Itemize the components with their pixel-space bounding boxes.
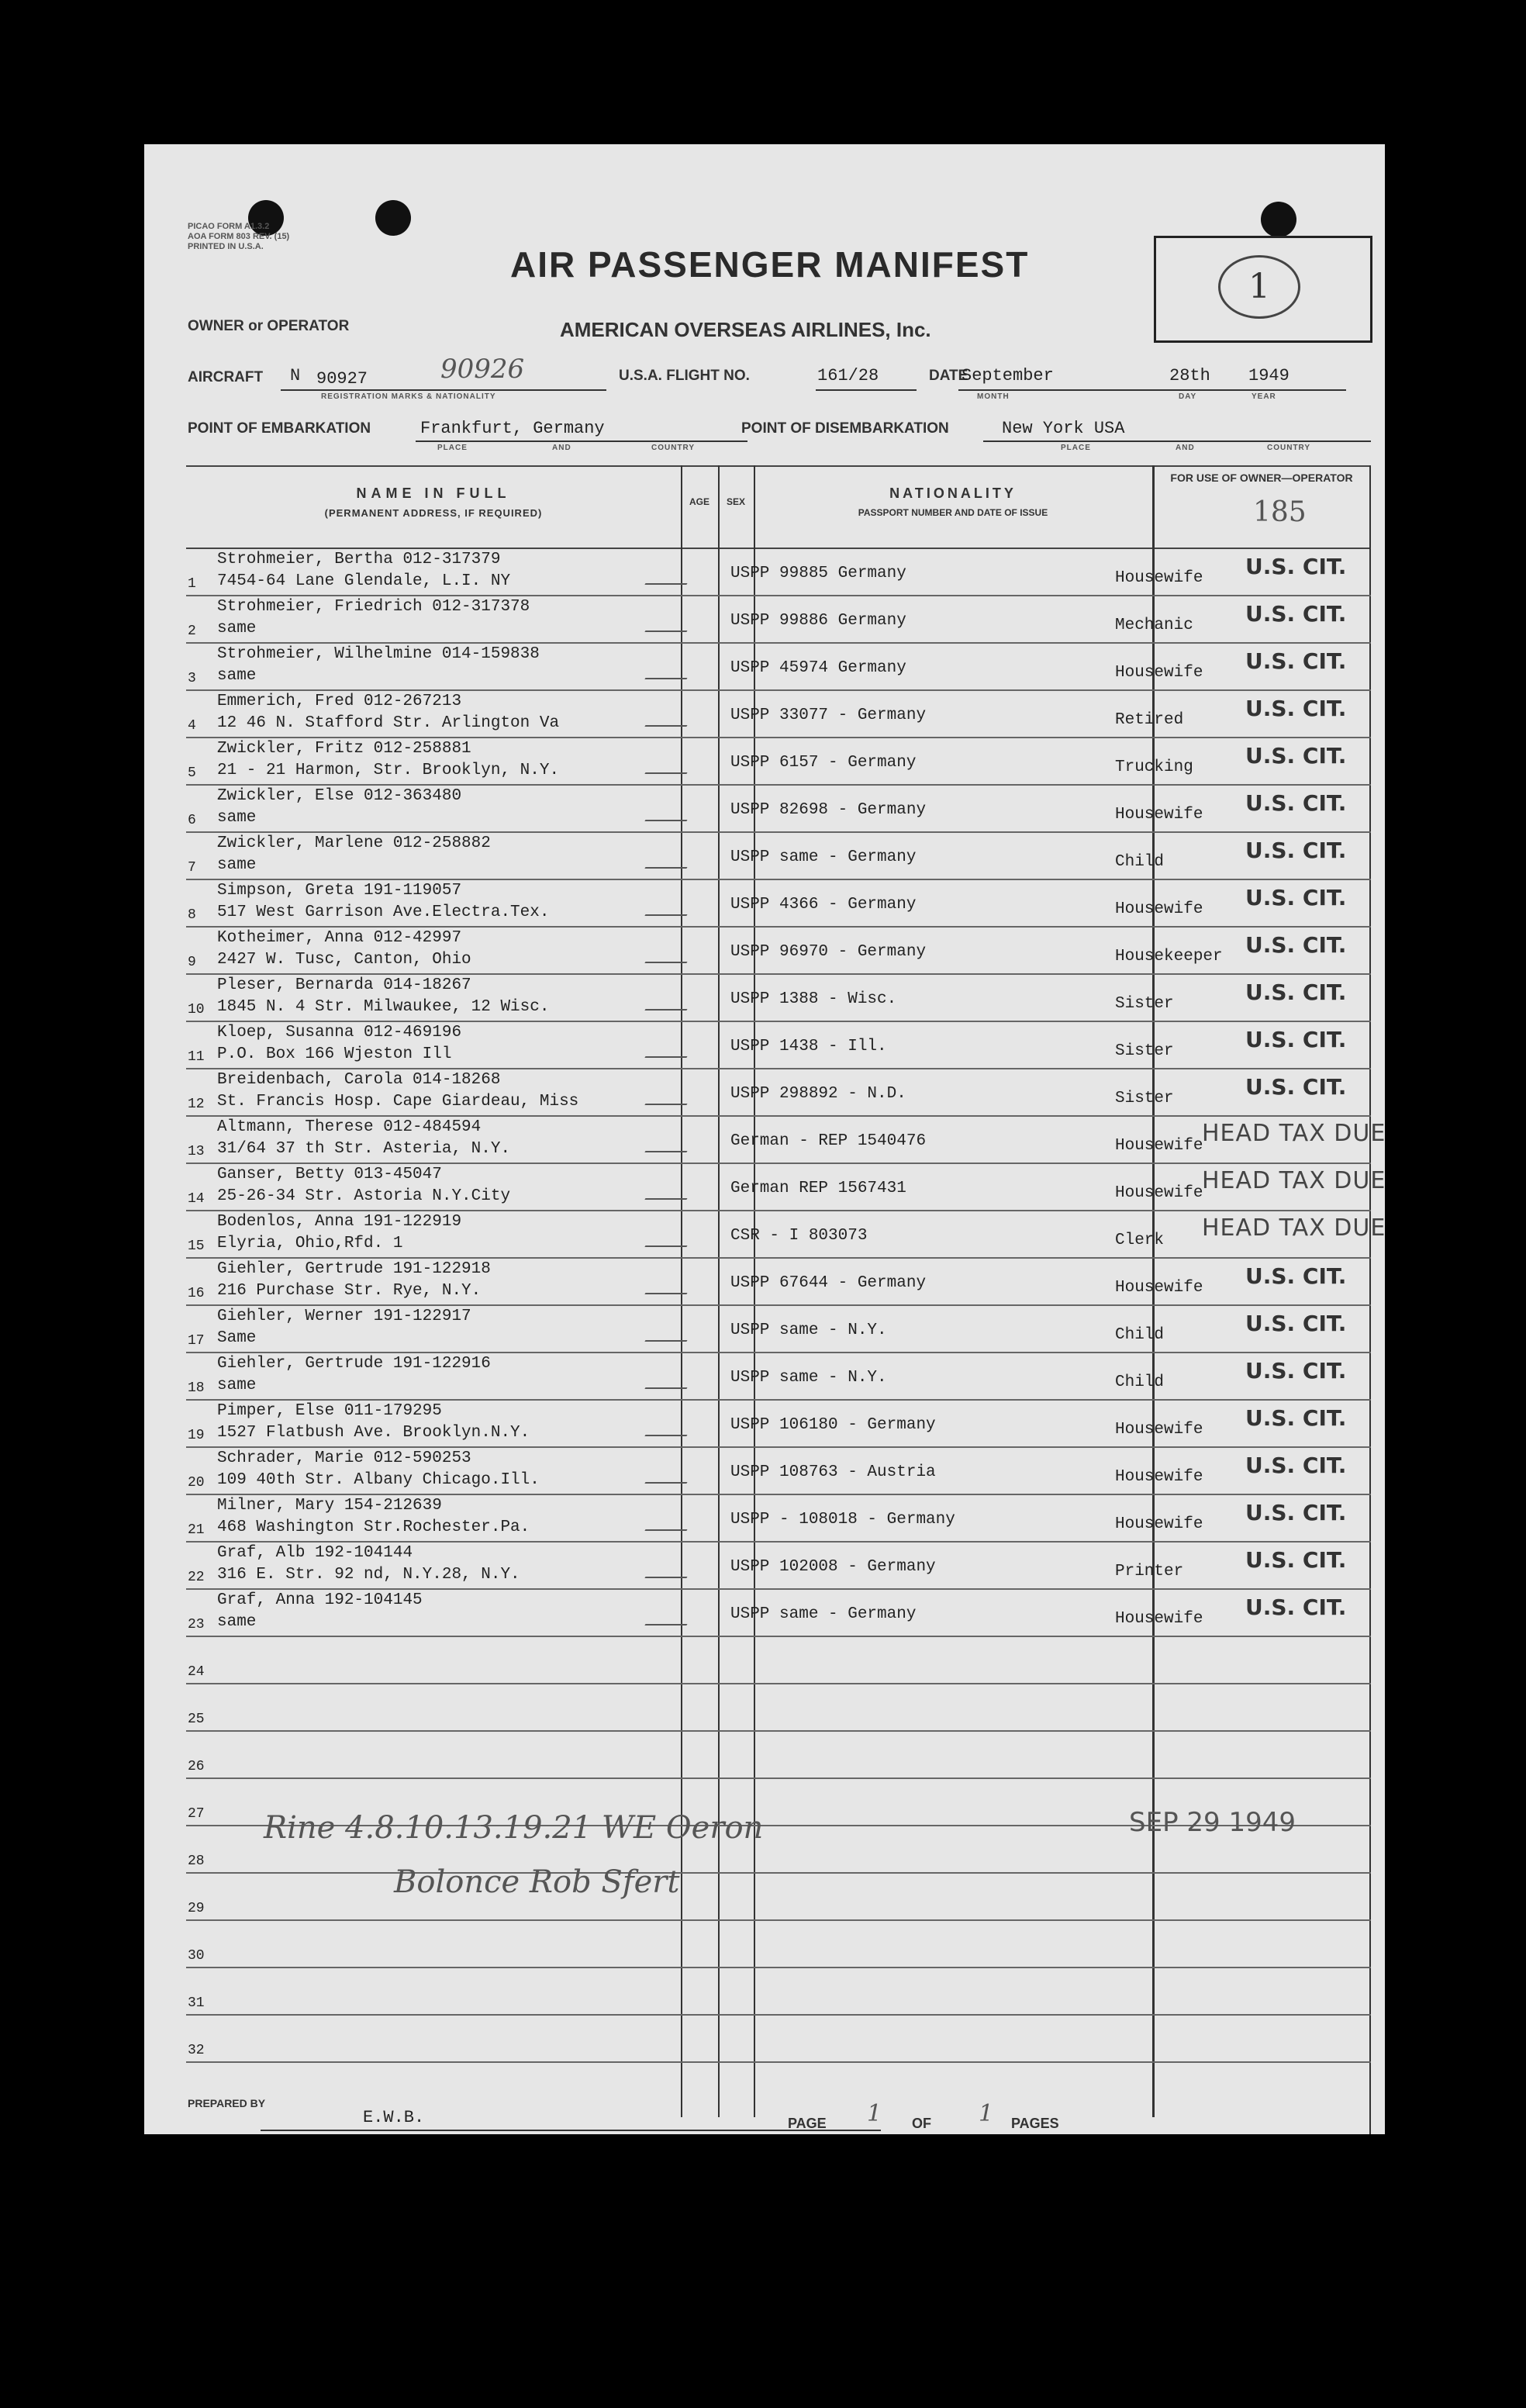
embarkation-place: Frankfurt, Germany <box>420 419 605 438</box>
passenger-address: same <box>217 1377 257 1394</box>
embark-country-caption: COUNTRY <box>651 444 696 452</box>
passenger-address: 7454-64 Lane Glendale, L.I. NY <box>217 572 511 590</box>
passport-info: USPP same - Germany <box>730 848 917 866</box>
total-pages: 1 <box>979 2100 994 2127</box>
status-stamp: U.S. CIT. <box>1245 838 1347 863</box>
prepared-by-label: PREPARED BY <box>188 2097 266 2109</box>
passenger-name: Emmerich, Fred 012-267213 <box>217 693 462 710</box>
row-number: 28 <box>188 1854 205 1869</box>
manifest-number: 1 <box>1218 255 1300 319</box>
status-stamp: U.S. CIT. <box>1245 601 1347 627</box>
passport-info: USPP same - N.Y. <box>730 1321 887 1339</box>
row-number: 19 <box>188 1428 205 1443</box>
name-header: NAME IN FULL <box>356 485 511 501</box>
check-mark <box>644 1082 699 1105</box>
row-number: 11 <box>188 1049 205 1065</box>
status-stamp: U.S. CIT. <box>1245 1263 1347 1289</box>
passenger-name: Zwickler, Fritz 012-258881 <box>217 740 471 758</box>
disembark-and-caption: AND <box>1176 444 1195 452</box>
passenger-address: St. Francis Hosp. Cape Giardeau, Miss <box>217 1093 579 1111</box>
passport-info: USPP 106180 - Germany <box>730 1416 936 1434</box>
occupation: Sister <box>1115 995 1174 1013</box>
table-row <box>186 786 1371 833</box>
passport-subheader: PASSPORT NUMBER AND DATE OF ISSUE <box>858 507 1048 518</box>
status-stamp: U.S. CIT. <box>1245 648 1347 674</box>
check-mark <box>644 1129 699 1152</box>
row-number: 16 <box>188 1286 205 1301</box>
passenger-name: Simpson, Greta 191-119057 <box>217 882 462 900</box>
table-row <box>186 1684 1371 1732</box>
occupation: Child <box>1115 1326 1165 1344</box>
check-mark <box>644 561 699 585</box>
date-year: 1949 <box>1248 366 1290 385</box>
date-day: 28th <box>1169 366 1210 385</box>
passport-info: USPP 102008 - Germany <box>730 1558 936 1576</box>
passenger-address: same <box>217 1613 257 1631</box>
check-mark <box>644 987 699 1011</box>
table-row <box>186 928 1371 975</box>
occupation: Housewife <box>1115 1137 1203 1155</box>
table-row <box>186 691 1371 738</box>
passenger-name: Strohmeier, Bertha 012-317379 <box>217 551 501 568</box>
flight-underline <box>816 389 917 391</box>
occupation: Housewife <box>1115 1421 1203 1439</box>
occupation: Housewife <box>1115 569 1203 587</box>
passport-info: USPP 298892 - N.D. <box>730 1085 906 1103</box>
status-stamp: U.S. CIT. <box>1245 885 1347 910</box>
row-number: 26 <box>188 1759 205 1774</box>
occupation: Retired <box>1115 711 1184 729</box>
prepared-by: E.W.B. <box>363 2108 425 2127</box>
check-mark <box>644 703 699 727</box>
occupation: Sister <box>1115 1042 1174 1060</box>
passenger-name: Ganser, Betty 013-45047 <box>217 1166 442 1183</box>
table-row <box>186 1164 1386 1211</box>
check-mark <box>644 1271 699 1294</box>
of-label: OF <box>912 2116 931 2131</box>
check-mark <box>644 1508 699 1531</box>
page-number: 1 <box>867 2100 882 2127</box>
passport-info: USPP 108763 - Austria <box>730 1463 936 1481</box>
occupation: Housewife <box>1115 1279 1203 1297</box>
table-row <box>186 1968 1371 2016</box>
owner-label: OWNER or OPERATOR <box>188 318 350 334</box>
table-row <box>186 1401 1371 1448</box>
row-number: 5 <box>188 765 196 781</box>
passenger-address: 468 Washington Str.Rochester.Pa. <box>217 1518 530 1536</box>
passenger-address: same <box>217 856 257 874</box>
row-number: 3 <box>188 671 196 686</box>
row-number: 31 <box>188 1995 205 2011</box>
table-row <box>186 1543 1371 1590</box>
row-number: 14 <box>188 1191 205 1207</box>
status-stamp: U.S. CIT. <box>1245 1405 1347 1431</box>
aircraft-prefix: N <box>290 366 301 385</box>
status-stamp: HEAD TAX DUE <box>1202 1120 1386 1147</box>
passport-info: USPP - 108018 - Germany <box>730 1511 955 1529</box>
table-row <box>186 1259 1371 1306</box>
passenger-name: Strohmeier, Wilhelmine 014-159838 <box>217 645 540 663</box>
occupation: Housewife <box>1115 806 1203 824</box>
status-stamp: U.S. CIT. <box>1245 696 1347 721</box>
check-mark <box>644 940 699 963</box>
form-identifier: PICAO FORM A1.3.2 AOA FORM 803 REV. (15) PRINTED IN U.S.A. <box>188 222 290 251</box>
table-row <box>186 1306 1371 1353</box>
passenger-address: 1527 Flatbush Ave. Brooklyn.N.Y. <box>217 1424 530 1442</box>
status-stamp: U.S. CIT. <box>1245 932 1347 958</box>
passenger-address: P.O. Box 166 Wjeston Ill <box>217 1045 452 1063</box>
embark-and-caption: AND <box>552 444 571 452</box>
passenger-table <box>186 465 1386 2134</box>
handwritten-note: Rine 4.8.10.13.19.21 WE Oeron <box>264 1810 764 1846</box>
status-stamp: HEAD TAX DUE <box>1202 1214 1386 1242</box>
passenger-name: Strohmeier, Friedrich 012-317378 <box>217 598 530 616</box>
pages-label: PAGES <box>1011 2116 1059 2131</box>
row-number: 8 <box>188 907 196 923</box>
table-row <box>186 738 1371 786</box>
passenger-address: same <box>217 620 257 637</box>
check-mark <box>644 609 699 632</box>
check-mark <box>644 656 699 679</box>
passport-info: USPP 67644 - Germany <box>730 1274 927 1292</box>
status-stamp: U.S. CIT. <box>1245 743 1347 769</box>
owner-use-number: 185 <box>1253 496 1307 528</box>
status-stamp: U.S. CIT. <box>1245 979 1347 1005</box>
passenger-address: 25-26-34 Str. Astoria N.Y.City <box>217 1187 511 1205</box>
table-row <box>186 549 1371 596</box>
row-number: 10 <box>188 1002 205 1017</box>
row-number: 4 <box>188 718 196 734</box>
passport-info: USPP 45974 Germany <box>730 659 906 677</box>
table-row <box>186 1637 1371 1684</box>
row-number: 24 <box>188 1664 205 1680</box>
disembark-country-caption: COUNTRY <box>1267 444 1311 452</box>
row-number: 6 <box>188 813 196 828</box>
passenger-name: Giehler, Gertrude 191-122916 <box>217 1355 491 1373</box>
date-label: DATE <box>929 368 968 384</box>
occupation: Housewife <box>1115 900 1203 918</box>
row-number: 18 <box>188 1380 205 1396</box>
passenger-name: Graf, Alb 192-104144 <box>217 1544 413 1562</box>
table-row <box>186 1448 1371 1495</box>
table-row <box>186 1732 1371 1779</box>
passenger-name: Giehler, Gertrude 191-122918 <box>217 1260 491 1278</box>
handwritten-signature: Bolonce Rob Sfert <box>394 1864 680 1900</box>
table-row <box>186 1921 1371 1968</box>
passport-info: USPP same - N.Y. <box>730 1369 887 1387</box>
passport-info: USPP same - Germany <box>730 1605 917 1623</box>
disembark-place-caption: PLACE <box>1061 444 1091 452</box>
passenger-name: Giehler, Werner 191-122917 <box>217 1308 471 1325</box>
passport-info: USPP 1388 - Wisc. <box>730 990 897 1008</box>
passenger-name: Altmann, Therese 012-484594 <box>217 1118 482 1136</box>
date-stamp: SEP 29 1949 <box>1129 1807 1296 1838</box>
row-number: 20 <box>188 1475 205 1491</box>
nationality-header: NATIONALITY <box>889 485 1017 501</box>
status-stamp: U.S. CIT. <box>1245 1594 1347 1620</box>
occupation: Mechanic <box>1115 617 1193 634</box>
check-mark <box>644 893 699 916</box>
occupation: Sister <box>1115 1090 1174 1107</box>
passenger-address: 21 - 21 Harmon, Str. Brooklyn, N.Y. <box>217 762 560 779</box>
aircraft-label: AIRCRAFT <box>188 369 264 385</box>
passport-info: USPP 1438 - Ill. <box>730 1038 887 1055</box>
table-row <box>186 1874 1371 1921</box>
check-mark <box>644 798 699 821</box>
day-caption: DAY <box>1179 392 1197 401</box>
status-stamp: U.S. CIT. <box>1245 1358 1347 1384</box>
owner-use-header: FOR USE OF OWNER—OPERATOR <box>1170 472 1353 484</box>
passenger-address: 517 West Garrison Ave.Electra.Tex. <box>217 903 550 921</box>
date-month: September <box>962 366 1054 385</box>
table-row <box>186 1495 1371 1543</box>
passenger-address: Same <box>217 1329 257 1347</box>
passenger-name: Breidenbach, Carola 014-18268 <box>217 1071 501 1089</box>
month-caption: MONTH <box>977 392 1010 401</box>
registration-caption: REGISTRATION MARKS & NATIONALITY <box>321 392 496 401</box>
check-mark <box>644 1035 699 1058</box>
passenger-address: 12 46 N. Stafford Str. Arlington Va <box>217 714 560 732</box>
table-row <box>186 1117 1386 1164</box>
table-row <box>186 1022 1371 1069</box>
passenger-name: Zwickler, Marlene 012-258882 <box>217 834 491 852</box>
airline-name: AMERICAN OVERSEAS AIRLINES, Inc. <box>560 318 931 341</box>
row-number: 29 <box>188 1901 205 1916</box>
date-underline <box>958 389 1346 391</box>
status-stamp: U.S. CIT. <box>1245 1311 1347 1336</box>
passport-info: USPP 6157 - Germany <box>730 754 917 772</box>
passenger-name: Kloep, Susanna 012-469196 <box>217 1024 462 1042</box>
occupation: Housewife <box>1115 1468 1203 1486</box>
check-mark <box>644 751 699 774</box>
check-mark <box>644 1460 699 1484</box>
passport-info: USPP 96970 - Germany <box>730 943 927 961</box>
embark-place-caption: PLACE <box>437 444 468 452</box>
disembarkation-underline <box>983 440 1371 442</box>
row-number: 17 <box>188 1333 205 1349</box>
check-mark <box>644 845 699 869</box>
row-number: 7 <box>188 860 196 876</box>
aircraft-registration-corrected: 90926 <box>440 354 525 385</box>
flight-label: U.S.A. FLIGHT NO. <box>619 368 750 384</box>
year-caption: YEAR <box>1252 392 1276 401</box>
passenger-address: 31/64 37 th Str. Asteria, N.Y. <box>217 1140 511 1158</box>
occupation: Housewife <box>1115 1515 1203 1533</box>
status-stamp: U.S. CIT. <box>1245 1074 1347 1100</box>
passport-info: USPP 99886 Germany <box>730 612 906 630</box>
binder-hole <box>1261 202 1296 237</box>
status-stamp: U.S. CIT. <box>1245 1453 1347 1478</box>
table-row <box>186 644 1371 691</box>
table-row <box>186 596 1371 644</box>
row-number: 30 <box>188 1948 205 1964</box>
passport-info: USPP 33077 - Germany <box>730 707 927 724</box>
occupation: Housewife <box>1115 1610 1203 1628</box>
row-number: 21 <box>188 1522 205 1538</box>
occupation: Housewife <box>1115 1184 1203 1202</box>
table-row <box>186 1353 1371 1401</box>
occupation: Child <box>1115 1373 1165 1391</box>
passenger-name: Graf, Anna 192-104145 <box>217 1591 423 1609</box>
row-number: 32 <box>188 2043 205 2058</box>
occupation: Child <box>1115 853 1165 871</box>
passenger-address: 2427 W. Tusc, Canton, Ohio <box>217 951 471 969</box>
occupation: Printer <box>1115 1563 1184 1581</box>
table-row <box>186 1069 1371 1117</box>
aircraft-underline <box>281 389 606 391</box>
row-number: 25 <box>188 1712 205 1727</box>
status-stamp: HEAD TAX DUE <box>1202 1167 1386 1194</box>
name-subheader: (PERMANENT ADDRESS, IF REQUIRED) <box>324 507 543 519</box>
occupation: Trucking <box>1115 758 1193 776</box>
aircraft-registration: 90927 <box>316 369 368 389</box>
passenger-address: Elyria, Ohio,Rfd. 1 <box>217 1235 403 1252</box>
row-number: 15 <box>188 1239 205 1254</box>
passenger-address: 109 40th Str. Albany Chicago.Ill. <box>217 1471 540 1489</box>
row-number: 9 <box>188 955 196 970</box>
row-number: 23 <box>188 1617 205 1632</box>
check-mark <box>644 1555 699 1578</box>
page-label: PAGE <box>788 2116 827 2131</box>
status-stamp: U.S. CIT. <box>1245 554 1347 579</box>
table-row <box>186 975 1371 1022</box>
table-row <box>186 880 1371 928</box>
flight-number: 161/28 <box>817 366 879 385</box>
disembarkation-label: POINT OF DISEMBARKATION <box>741 420 949 437</box>
passport-info: German - REP 1540476 <box>730 1132 927 1150</box>
passenger-name: Bodenlos, Anna 191-122919 <box>217 1213 462 1231</box>
binder-hole <box>375 200 411 236</box>
passport-info: USPP 82698 - Germany <box>730 801 927 819</box>
page-title: AIR PASSENGER MANIFEST <box>510 244 1030 285</box>
row-number: 27 <box>188 1806 205 1822</box>
passport-info: CSR - I 803073 <box>730 1227 868 1245</box>
passenger-name: Kotheimer, Anna 012-42997 <box>217 929 462 947</box>
passenger-name: Pimper, Else 011-179295 <box>217 1402 442 1420</box>
embarkation-label: POINT OF EMBARKATION <box>188 420 371 437</box>
age-header: AGE <box>689 496 709 507</box>
manifest-number-box <box>1154 236 1372 343</box>
passenger-address: 1845 N. 4 Str. Milwaukee, 12 Wisc. <box>217 998 550 1016</box>
check-mark <box>644 1366 699 1389</box>
check-mark <box>644 1602 699 1625</box>
manifest-sheet <box>144 144 1385 2134</box>
passport-info: German REP 1567431 <box>730 1180 906 1197</box>
occupation: Housewife <box>1115 664 1203 682</box>
status-stamp: U.S. CIT. <box>1245 1547 1347 1573</box>
passenger-address: same <box>217 667 257 685</box>
table-row <box>186 1590 1371 1637</box>
passport-info: USPP 4366 - Germany <box>730 896 917 914</box>
occupation: Housekeeper <box>1115 948 1223 966</box>
check-mark <box>644 1224 699 1247</box>
table-row <box>186 2016 1371 2063</box>
check-mark <box>644 1176 699 1200</box>
row-number: 13 <box>188 1144 205 1159</box>
passport-info: USPP 99885 Germany <box>730 565 906 582</box>
status-stamp: U.S. CIT. <box>1245 1500 1347 1525</box>
row-number: 1 <box>188 576 196 592</box>
row-number: 12 <box>188 1097 205 1112</box>
passenger-name: Schrader, Marie 012-590253 <box>217 1449 471 1467</box>
passenger-name: Milner, Mary 154-212639 <box>217 1497 442 1515</box>
disembarkation-place: New York USA <box>1002 419 1125 438</box>
sex-header: SEX <box>726 496 745 507</box>
embarkation-underline <box>416 440 747 442</box>
check-mark <box>644 1318 699 1342</box>
occupation: Clerk <box>1115 1232 1165 1249</box>
passenger-name: Pleser, Bernarda 014-18267 <box>217 976 471 994</box>
status-stamp: U.S. CIT. <box>1245 790 1347 816</box>
passenger-name: Zwickler, Else 012-363480 <box>217 787 462 805</box>
status-stamp: U.S. CIT. <box>1245 1027 1347 1052</box>
row-number: 2 <box>188 624 196 639</box>
passenger-address: 216 Purchase Str. Rye, N.Y. <box>217 1282 482 1300</box>
passenger-address: same <box>217 809 257 827</box>
table-row <box>186 1211 1386 1259</box>
check-mark <box>644 1413 699 1436</box>
table-row <box>186 833 1371 880</box>
row-number: 22 <box>188 1570 205 1585</box>
passenger-address: 316 E. Str. 92 nd, N.Y.28, N.Y. <box>217 1566 520 1584</box>
